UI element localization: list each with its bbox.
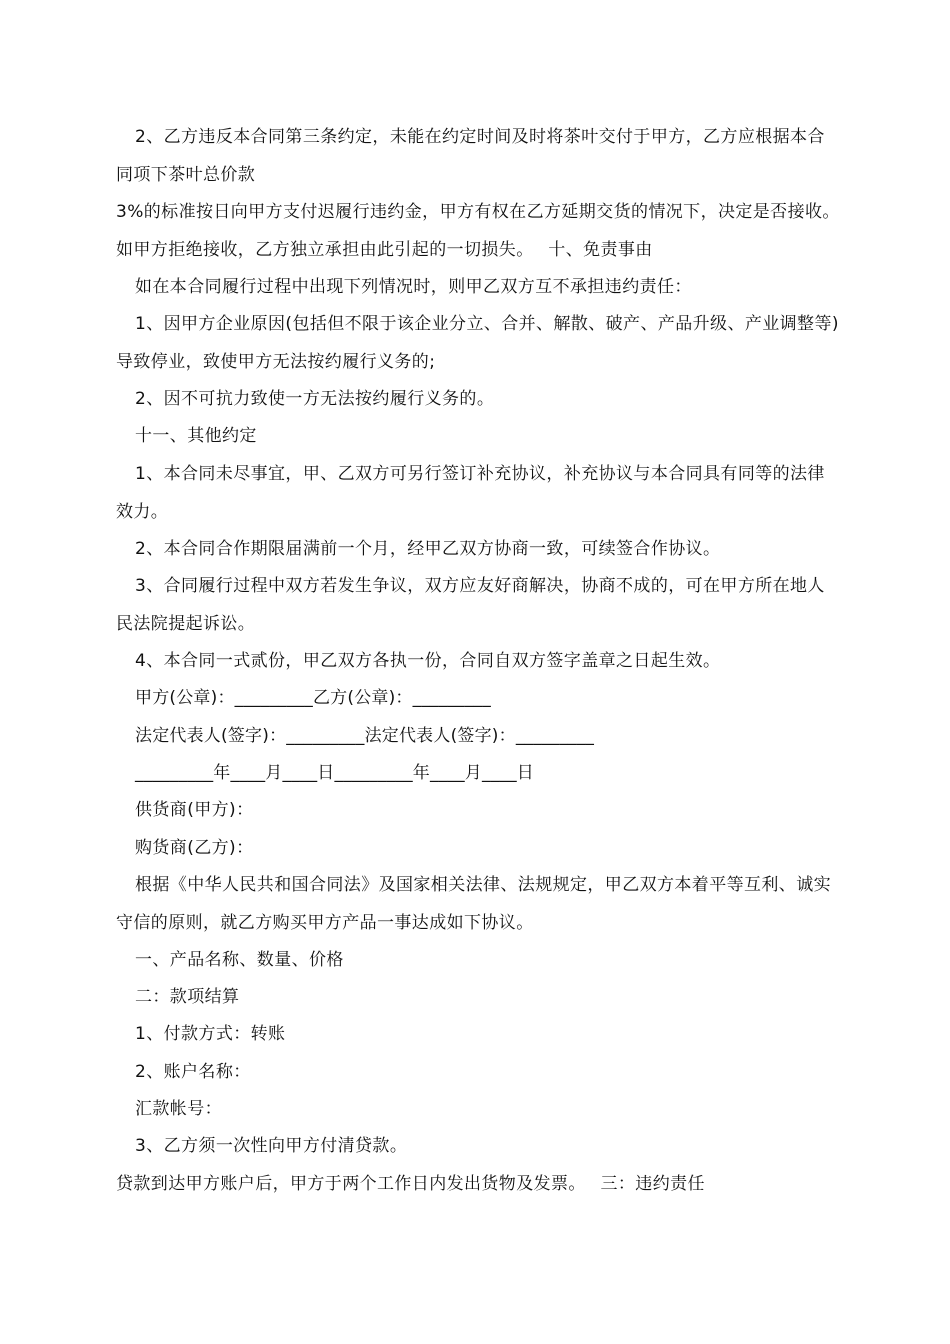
paragraph-shipping-breach: 贷款到达甲方账户后，甲方于两个工作日内发出货物及发票。 三：违约责任 — [116, 1174, 705, 1194]
section-heading-other-terms: 十一、其他约定 — [135, 426, 257, 446]
payment-method-line: 1、付款方式：转账 — [135, 1024, 286, 1044]
paragraph-penalty-rate: 3%的标准按日向甲方支付迟履行违约金，甲方有权在乙方延期交货的情况下，决定是否接收。如甲方拒绝接收，乙方独立承担由此引起的一切损失。 十、免责事由 — [116, 202, 840, 260]
section-heading-product: 一、产品名称、数量、价格 — [135, 950, 344, 970]
purchaser-line: 购货商(乙方)： — [135, 838, 254, 858]
paragraph-other-2: 2、本合同合作期限届满前一个月，经甲乙双方协商一致，可续签合作协议。 — [135, 539, 721, 559]
payment-full-line: 3、乙方须一次性向甲方付清贷款。 — [135, 1136, 408, 1156]
paragraph-exemption-2: 2、因不可抗力致使一方无法按约履行义务的。 — [135, 389, 495, 409]
paragraph-exemption-1: 1、因甲方企业原因(包括但不限于该企业分立、合并、解散、破产、产品升级、产业调整等)导致停业，致使甲方无法按约履行义务的; — [116, 314, 839, 372]
account-number-line: 汇款帐号： — [135, 1099, 222, 1119]
paragraph-other-4: 4、本合同一式贰份，甲乙双方各执一份，合同自双方签字盖章之日起生效。 — [135, 651, 721, 671]
supplier-line: 供货商(甲方)： — [135, 800, 254, 820]
section-heading-settlement: 二：款项结算 — [135, 987, 240, 1007]
paragraph-other-1: 1、本合同未尽事宜，甲、乙双方可另行签订补充协议，补充协议与本合同具有同等的法律效力。 — [116, 464, 825, 522]
signature-seal-line: 甲方(公章)：_________乙方(公章)：_________ — [135, 688, 491, 708]
signature-date-line: _________年____月____日_________年____月____日 — [135, 763, 534, 783]
paragraph-other-3: 3、合同履行过程中双方若发生争议，双方应友好商解决，协商不成的，可在甲方所在地人民法院提起诉讼。 — [116, 576, 825, 634]
paragraph-exemption-intro: 如在本合同履行过程中出现下列情况时，则甲乙双方互不承担违约责任： — [135, 277, 692, 297]
paragraph-agreement-basis: 根据《中华人民共和国合同法》及国家相关法律、法规规定，甲乙双方本着平等互利、诚实守信的原则，就乙方购买甲方产品一事达成如下协议。 — [116, 875, 831, 933]
paragraph-delivery-breach: 2、乙方违反本合同第三条约定，未能在约定时间及时将茶叶交付于甲方，乙方应根据本合同项下茶叶总价款 — [116, 127, 825, 185]
account-name-line: 2、账户名称： — [135, 1062, 251, 1082]
signature-representative-line: 法定代表人(签字)：_________法定代表人(签字)：_________ — [135, 726, 595, 746]
